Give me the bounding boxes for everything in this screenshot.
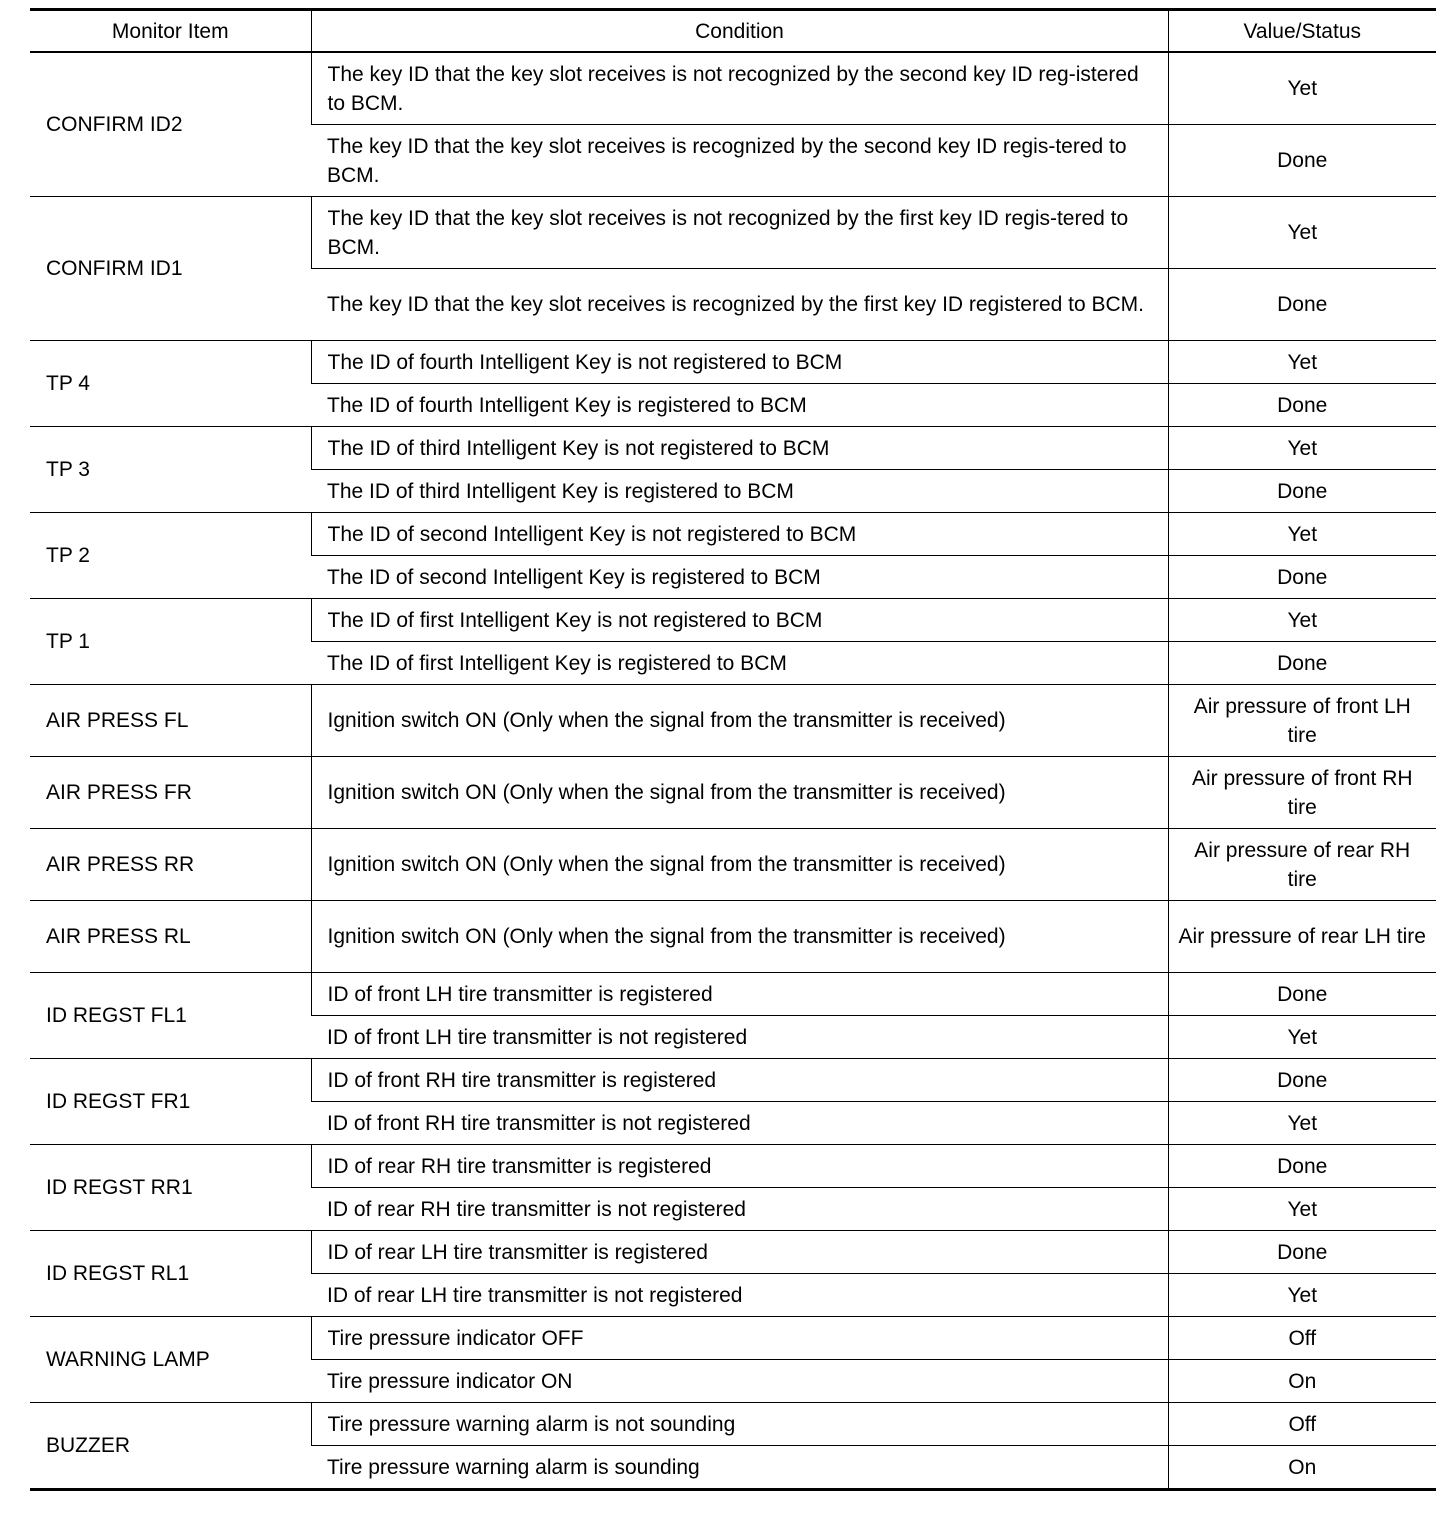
condition-cell: Tire pressure warning alarm is sounding: [311, 1446, 1168, 1490]
condition-cell: The ID of third Intelligent Key is registered to BCM: [311, 470, 1168, 513]
condition-cell: The ID of first Intelligent Key is not registered to BCM: [311, 599, 1168, 642]
value-status-cell: Air pressure of rear LH tire: [1168, 901, 1436, 973]
value-status-cell: Yet: [1168, 1016, 1436, 1059]
value-status-cell: Done: [1168, 973, 1436, 1016]
value-status-cell: Air pressure of front RH tire: [1168, 757, 1436, 829]
condition-cell: ID of front LH tire transmitter is not registered: [311, 1016, 1168, 1059]
monitor-item-cell: CONFIRM ID2: [30, 52, 311, 197]
condition-cell: The ID of fourth Intelligent Key is not registered to BCM: [311, 341, 1168, 384]
value-status-cell: Done: [1168, 125, 1436, 197]
value-status-cell: Yet: [1168, 1188, 1436, 1231]
monitor-item-cell: TP 1: [30, 599, 311, 685]
value-status-cell: On: [1168, 1360, 1436, 1403]
monitor-item-cell: AIR PRESS RR: [30, 829, 311, 901]
condition-cell: The ID of third Intelligent Key is not registered to BCM: [311, 427, 1168, 470]
table-row: [30, 1317, 1436, 1360]
value-status-cell: Done: [1168, 1231, 1436, 1274]
condition-cell: Ignition switch ON (Only when the signal from the transmitter is received): [311, 829, 1168, 901]
monitor-item-cell: ID REGST RL1: [30, 1231, 311, 1317]
monitor-item-cell: AIR PRESS FR: [30, 757, 311, 829]
header-row: [30, 10, 1436, 53]
header-value-status: Value/Status: [1168, 10, 1436, 53]
condition-cell: The key ID that the key slot receives is recognized by the second key ID regis-tered to BCM.: [311, 125, 1168, 197]
condition-cell: Ignition switch ON (Only when the signal from the transmitter is received): [311, 757, 1168, 829]
value-status-cell: Done: [1168, 269, 1436, 341]
value-status-cell: Off: [1168, 1403, 1436, 1446]
value-status-cell: Done: [1168, 384, 1436, 427]
header-monitor-item: Monitor Item: [30, 10, 311, 53]
condition-cell: ID of rear LH tire transmitter is not registered: [311, 1274, 1168, 1317]
monitor-item-cell: TP 3: [30, 427, 311, 513]
monitor-item-cell: ID REGST FL1: [30, 973, 311, 1059]
value-status-cell: Yet: [1168, 341, 1436, 384]
condition-cell: The key ID that the key slot receives is not recognized by the second key ID reg-istered to BCM.: [311, 52, 1168, 125]
value-status-cell: Air pressure of front LH tire: [1168, 685, 1436, 757]
table-row: [30, 1145, 1436, 1188]
value-status-cell: Yet: [1168, 513, 1436, 556]
condition-cell: The ID of second Intelligent Key is not registered to BCM: [311, 513, 1168, 556]
value-status-cell: Done: [1168, 642, 1436, 685]
condition-cell: ID of front LH tire transmitter is registered: [311, 973, 1168, 1016]
condition-cell: Ignition switch ON (Only when the signal from the transmitter is received): [311, 685, 1168, 757]
condition-cell: Tire pressure indicator OFF: [311, 1317, 1168, 1360]
table-row: [30, 599, 1436, 642]
monitor-item-cell: BUZZER: [30, 1403, 311, 1490]
condition-cell: ID of front RH tire transmitter is registered: [311, 1059, 1168, 1102]
condition-cell: Tire pressure indicator ON: [311, 1360, 1168, 1403]
monitor-item-cell: CONFIRM ID1: [30, 197, 311, 341]
condition-cell: The ID of second Intelligent Key is registered to BCM: [311, 556, 1168, 599]
monitor-item-cell: WARNING LAMP: [30, 1317, 311, 1403]
condition-cell: The ID of first Intelligent Key is registered to BCM: [311, 642, 1168, 685]
monitor-item-cell: ID REGST FR1: [30, 1059, 311, 1145]
table-row: [30, 1059, 1436, 1102]
value-status-cell: Done: [1168, 1059, 1436, 1102]
value-status-cell: Yet: [1168, 1102, 1436, 1145]
condition-cell: ID of rear RH tire transmitter is not registered: [311, 1188, 1168, 1231]
table-row: [30, 1231, 1436, 1274]
condition-cell: ID of rear LH tire transmitter is registered: [311, 1231, 1168, 1274]
monitor-item-cell: AIR PRESS FL: [30, 685, 311, 757]
value-status-cell: Yet: [1168, 1274, 1436, 1317]
value-status-cell: On: [1168, 1446, 1436, 1490]
value-status-cell: Air pressure of rear RH tire: [1168, 829, 1436, 901]
condition-cell: Tire pressure warning alarm is not sounding: [311, 1403, 1168, 1446]
value-status-cell: Off: [1168, 1317, 1436, 1360]
header-condition: Condition: [311, 10, 1168, 53]
condition-cell: Ignition switch ON (Only when the signal from the transmitter is received): [311, 901, 1168, 973]
table-row: [30, 197, 1436, 269]
table-row: [30, 52, 1436, 125]
condition-cell: The key ID that the key slot receives is not recognized by the first key ID regis-tered to BCM.: [311, 197, 1168, 269]
condition-cell: The key ID that the key slot receives is recognized by the first key ID registered to BCM.: [311, 269, 1168, 341]
table-row: [30, 341, 1436, 384]
table-row: [30, 901, 1436, 973]
monitor-item-cell: ID REGST RR1: [30, 1145, 311, 1231]
table-row: [30, 685, 1436, 757]
condition-cell: The ID of fourth Intelligent Key is registered to BCM: [311, 384, 1168, 427]
table-body: [30, 52, 1436, 1490]
value-status-cell: Done: [1168, 556, 1436, 599]
table-row: [30, 427, 1436, 470]
table-row: [30, 829, 1436, 901]
table-row: [30, 1403, 1436, 1446]
table-row: [30, 513, 1436, 556]
value-status-cell: Yet: [1168, 599, 1436, 642]
monitor-item-cell: TP 4: [30, 341, 311, 427]
table-row: [30, 973, 1436, 1016]
monitor-table: [30, 8, 1436, 1491]
condition-cell: ID of front RH tire transmitter is not registered: [311, 1102, 1168, 1145]
monitor-item-cell: TP 2: [30, 513, 311, 599]
value-status-cell: Yet: [1168, 427, 1436, 470]
monitor-item-cell: AIR PRESS RL: [30, 901, 311, 973]
value-status-cell: Done: [1168, 1145, 1436, 1188]
value-status-cell: Done: [1168, 470, 1436, 513]
table-row: [30, 757, 1436, 829]
value-status-cell: Yet: [1168, 197, 1436, 269]
value-status-cell: Yet: [1168, 52, 1436, 125]
condition-cell: ID of rear RH tire transmitter is registered: [311, 1145, 1168, 1188]
